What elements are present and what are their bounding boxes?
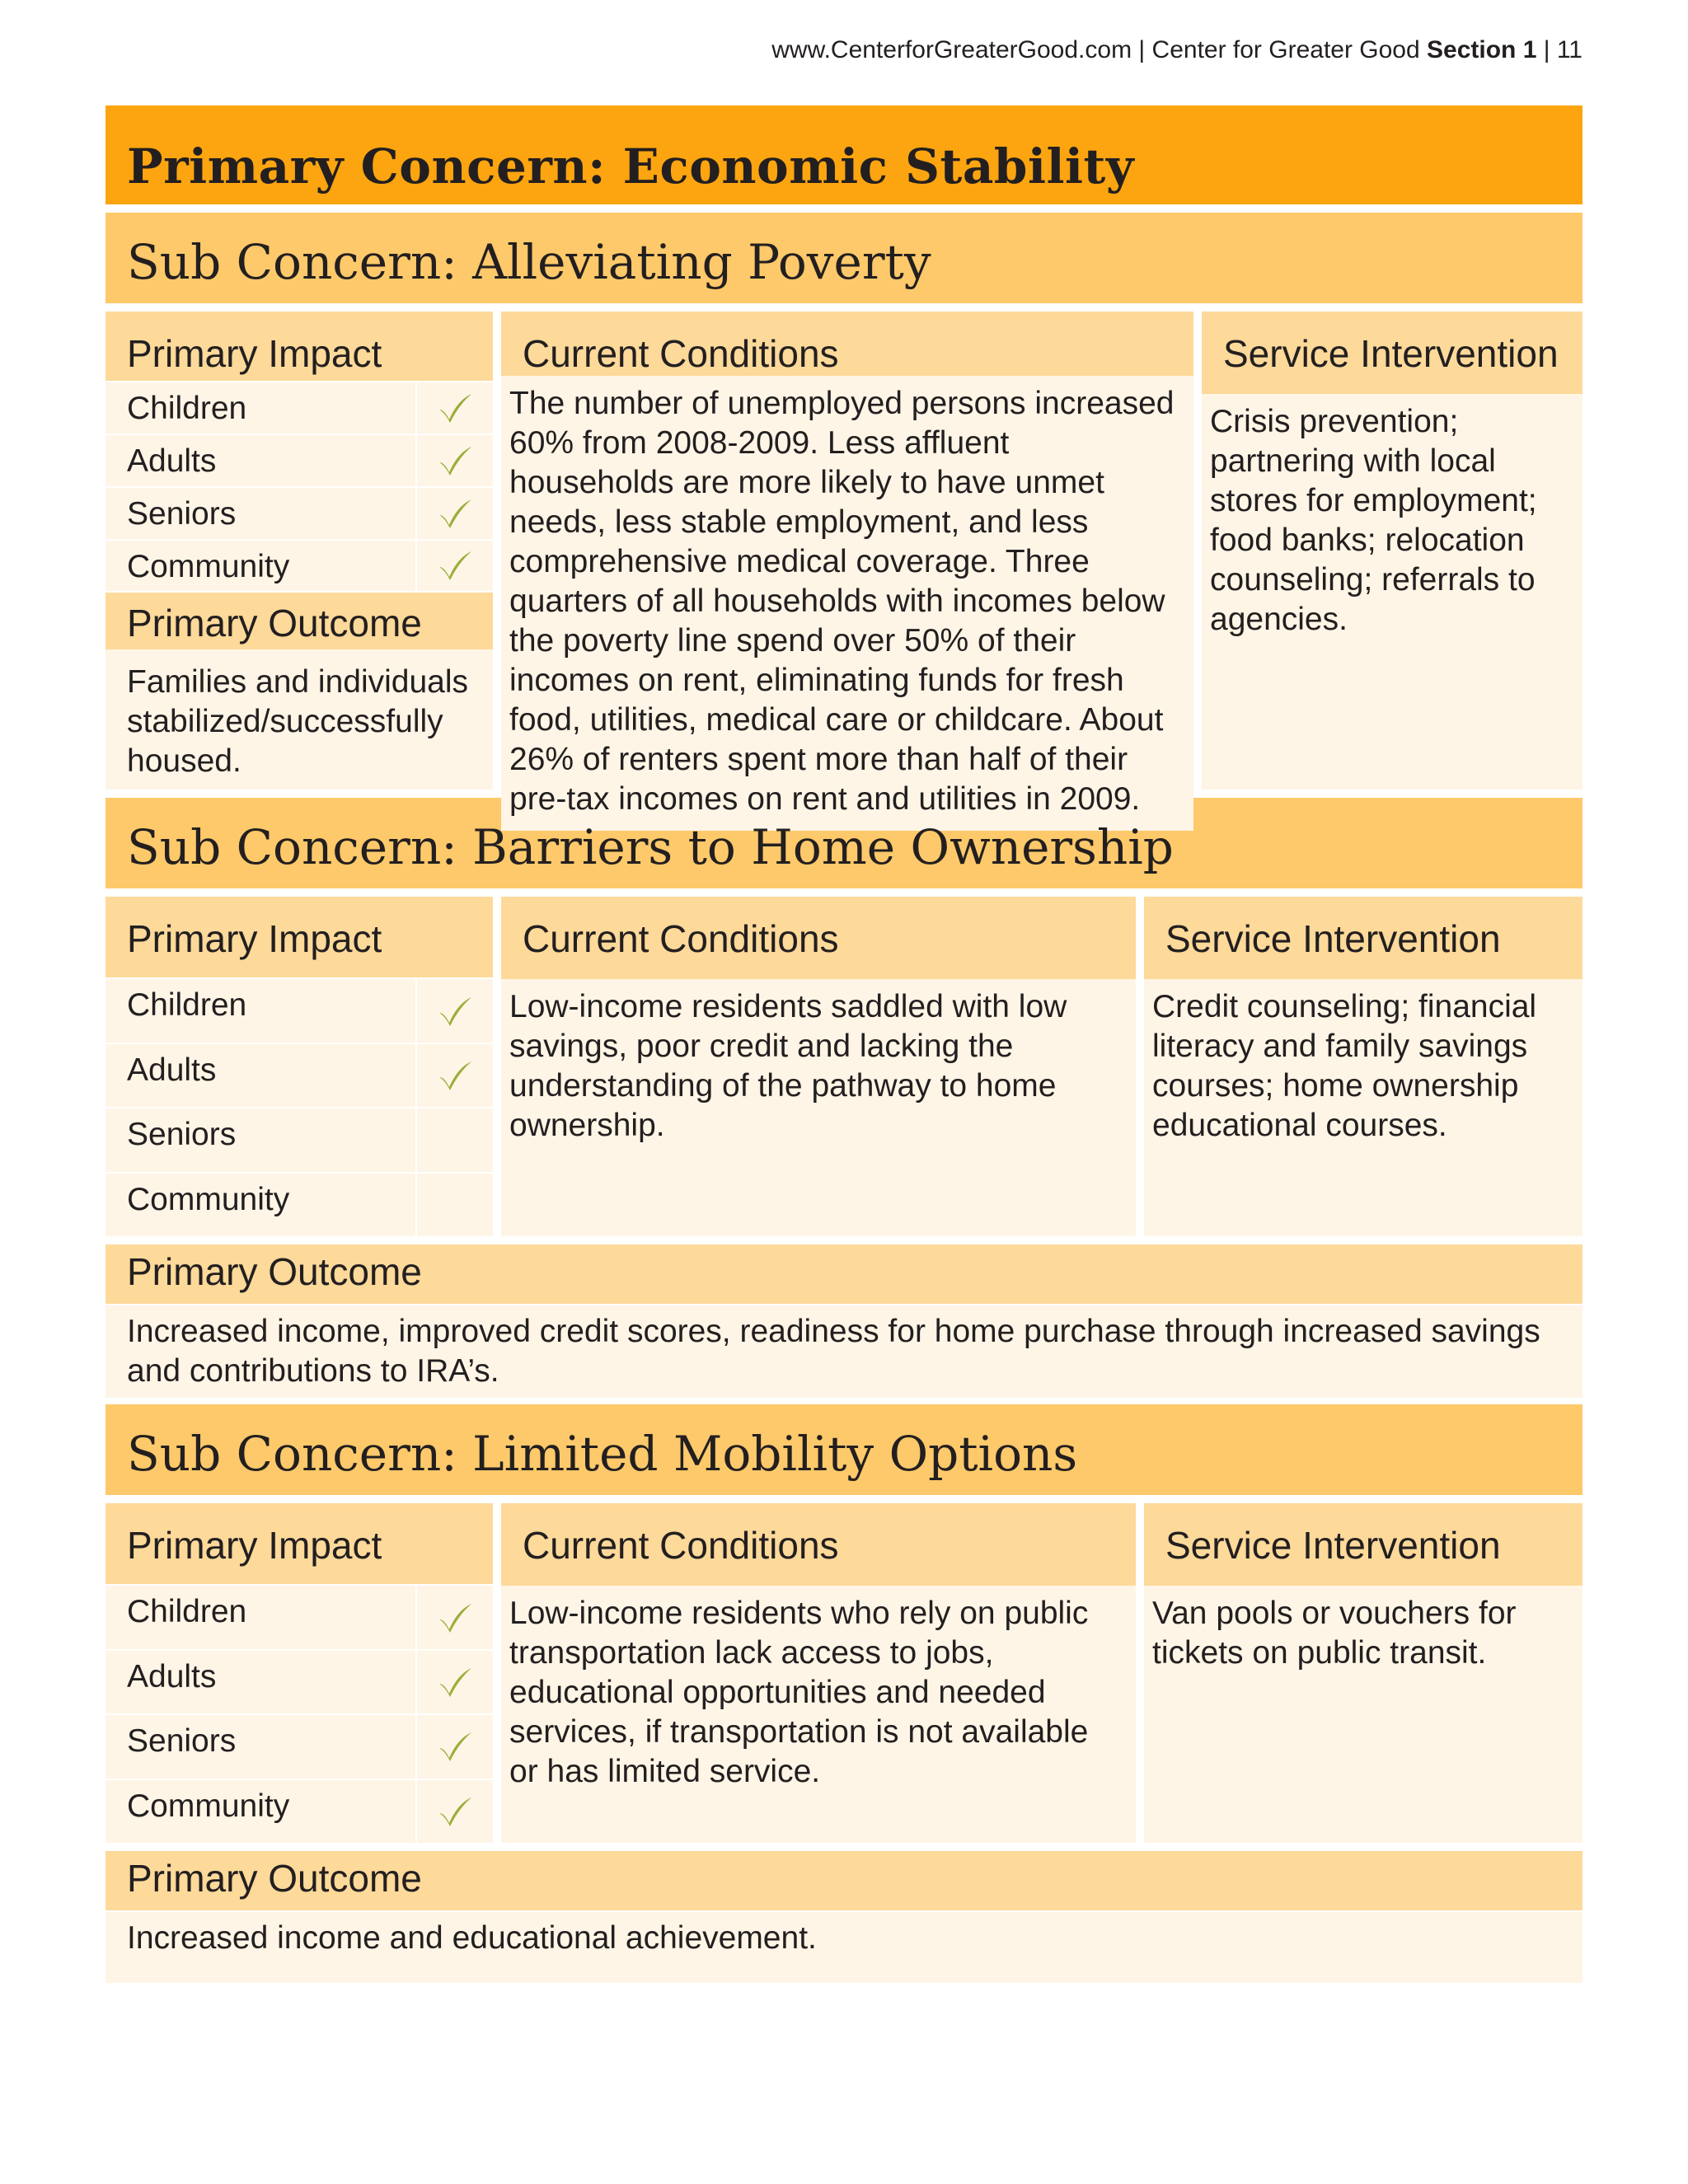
primary-outcome-text: Families and individuals stabilized/successfully housed. [106, 649, 493, 790]
checkmark-icon [437, 444, 473, 477]
page-header [771, 36, 1582, 64]
primary-outcome-text: Increased income, improved credit scores, readiness for home purchase through increased savings and contributions to IRA’s. [106, 1305, 1582, 1398]
page-content [106, 105, 1582, 1990]
impact-label: Seniors [106, 1108, 415, 1171]
service-intervention-text: Van pools or vouchers for tickets on public transit. [1144, 1586, 1582, 1843]
sub-concern-section [106, 1503, 1582, 1843]
impact-check-cell [417, 1044, 493, 1107]
primary-concern-title: Primary Concern: Economic Stability [127, 138, 1135, 194]
impact-label: Community [106, 1174, 415, 1236]
checkmark-icon [437, 995, 473, 1028]
primary-impact-column [106, 1503, 493, 1843]
checkmark-icon [437, 1730, 473, 1763]
primary-outcome-text: Increased income and educational achievement. [106, 1912, 1582, 1983]
sub-concern-title: Sub Concern: Limited Mobility Options [127, 1426, 1078, 1482]
primary-impact-header: Primary Impact [106, 1503, 493, 1584]
checkmark-icon [437, 549, 473, 582]
sub-concern-bar [106, 213, 1582, 303]
service-intervention-column [1144, 1503, 1582, 1843]
impact-row [106, 1174, 493, 1236]
impact-label: Seniors [106, 488, 415, 539]
impact-label: Community [106, 541, 415, 592]
primary-impact-header: Primary Impact [106, 897, 493, 977]
impact-check-cell [417, 1780, 493, 1843]
primary-impact-column [106, 312, 493, 790]
impact-check-cell [417, 979, 493, 1042]
impact-row [106, 1044, 493, 1107]
service-intervention-column [1202, 312, 1582, 790]
impact-label: Children [106, 382, 415, 434]
primary-impact-column [106, 897, 493, 1236]
service-intervention-header: Service Intervention [1144, 1503, 1582, 1586]
impact-check-cell [417, 488, 493, 539]
header-section: Section 1 [1427, 36, 1537, 63]
sub-concern-bar [106, 1404, 1582, 1495]
service-intervention-header: Service Intervention [1144, 897, 1582, 979]
current-conditions-text: Low-income residents who rely on public transportation lack access to jobs, educational opportunities and needed services, if transportation is not available or has limited service. [501, 1586, 1136, 1843]
impact-label: Adults [106, 1651, 415, 1713]
impact-row [106, 1651, 493, 1713]
service-intervention-text: Credit counseling; financial literacy and family savings courses; home ownership educational courses. [1144, 979, 1582, 1236]
impact-row [106, 541, 493, 592]
impact-row [106, 435, 493, 486]
current-conditions-text: Low-income residents saddled with low savings, poor credit and lacking the understanding of the pathway to home ownership. [501, 979, 1136, 1236]
checkmark-icon [437, 1059, 473, 1092]
current-conditions-header: Current Conditions [501, 897, 1136, 979]
checkmark-icon [437, 497, 473, 530]
impact-row [106, 1586, 493, 1648]
service-intervention-column [1144, 897, 1582, 1236]
impact-check-cell [417, 1108, 493, 1171]
primary-outcome-header: Primary Outcome [106, 1851, 1582, 1910]
sub-concern-title: Sub Concern: Barriers to Home Ownership [127, 819, 1174, 875]
current-conditions-header: Current Conditions [501, 312, 1193, 376]
impact-check-cell [417, 1586, 493, 1648]
primary-outcome-header: Primary Outcome [106, 593, 493, 649]
service-intervention-header: Service Intervention [1202, 312, 1582, 394]
primary-outcome-header: Primary Outcome [106, 1244, 1582, 1304]
primary-impact-header: Primary Impact [106, 312, 493, 381]
current-conditions-column [501, 312, 1193, 817]
sub-concern-bar [106, 798, 1582, 888]
current-conditions-column [501, 1503, 1136, 1843]
impact-label: Children [106, 979, 415, 1042]
impact-label: Children [106, 1586, 415, 1648]
impact-label: Community [106, 1780, 415, 1843]
primary-concern-bar [106, 105, 1582, 204]
header-page-number: | 11 [1536, 36, 1582, 63]
impact-row [106, 382, 493, 434]
impact-check-cell [417, 1651, 493, 1713]
current-conditions-text: The number of unemployed persons increased 60% from 2008-2009. Less affluent households are more likely to have unmet needs, less stable employment, and less comprehensive medical coverage. Three quarters of all households with incomes below the poverty line spend over 50% of their incomes on rent, eliminating funds for fresh food, utilities, medical care or childcare. About 26% of renters spent more than half of their pre-tax incomes on rent and utilities in 2009. [501, 376, 1193, 831]
impact-check-cell [417, 541, 493, 592]
impact-check-cell [417, 435, 493, 486]
impact-label: Seniors [106, 1715, 415, 1778]
checkmark-icon [437, 1795, 473, 1828]
impact-row [106, 1108, 493, 1171]
impact-row [106, 1780, 493, 1843]
sub-concern-section [106, 897, 1582, 1236]
impact-label: Adults [106, 435, 415, 486]
sub-concern-section [106, 312, 1582, 817]
header-site: www.CenterforGreaterGood.com | Center for Greater Good [771, 36, 1428, 63]
impact-check-cell [417, 382, 493, 434]
impact-check-cell [417, 1174, 493, 1236]
checkmark-icon [437, 391, 473, 424]
impact-row [106, 979, 493, 1042]
impact-check-cell [417, 1715, 493, 1778]
impact-row [106, 1715, 493, 1778]
current-conditions-header: Current Conditions [501, 1503, 1136, 1586]
checkmark-icon [437, 1666, 473, 1699]
impact-row [106, 488, 493, 539]
sub-concern-title: Sub Concern: Alleviating Poverty [127, 234, 931, 290]
impact-label: Adults [106, 1044, 415, 1107]
checkmark-icon [437, 1601, 473, 1634]
current-conditions-column [501, 897, 1136, 1236]
service-intervention-text: Crisis prevention; partnering with local stores for employment; food banks; relocation counseling; referrals to agencies. [1202, 394, 1582, 790]
